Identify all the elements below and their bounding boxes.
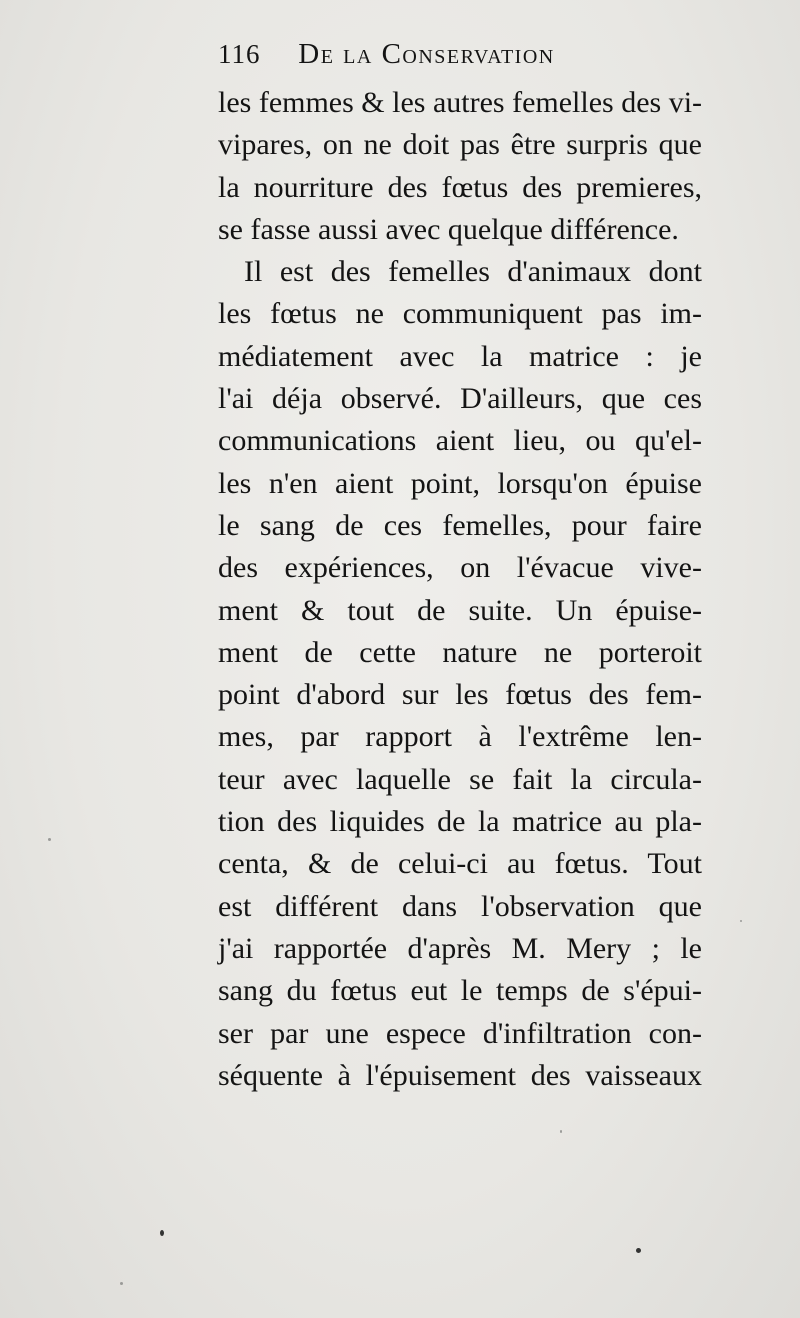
- text-line: ment & tout de suite. Un épuise-: [218, 593, 702, 627]
- text-line: les fœtus ne communiquent pas im-: [218, 297, 702, 331]
- paper-speck: [636, 1248, 641, 1253]
- text-line: séquente à l'épuisement des vaisseaux: [218, 1058, 702, 1092]
- text-line: l'ai déja observé. D'ailleurs, que ces: [218, 382, 702, 416]
- text-line: mes, par rapport à l'extrême len-: [218, 720, 702, 754]
- text-line: sang du fœtus eut le temps de s'épui-: [218, 974, 702, 1008]
- page-number: 116: [218, 39, 261, 69]
- text-line: des expériences, on l'évacue vive-: [218, 551, 702, 585]
- paper-speck: [120, 1282, 123, 1285]
- text-line: tion des liquides de la matrice au pla-: [218, 805, 702, 839]
- text-line: se fasse aussi avec quelque différence.: [218, 212, 679, 246]
- text-line: médiatement avec la matrice : je: [218, 339, 702, 373]
- text-line: centa, & de celui-ci au fœtus. Tout: [218, 847, 702, 881]
- paper-speck: [160, 1230, 164, 1236]
- body-text: [218, 82, 702, 1097]
- text-line: vipares, on ne doit pas être surpris que: [218, 128, 702, 162]
- paper-speck: [560, 1130, 562, 1133]
- running-title: De la Conservation: [298, 38, 555, 70]
- paper-speck: [740, 920, 742, 922]
- text-line: les n'en aient point, lorsqu'on épuise: [218, 466, 702, 500]
- text-line: ment de cette nature ne porteroit: [218, 635, 702, 669]
- text-line: communications aient lieu, ou qu'el-: [218, 424, 702, 458]
- paper-speck: [48, 838, 51, 841]
- text-line: le sang de ces femelles, pour faire: [218, 508, 702, 542]
- page-header: [218, 38, 698, 78]
- text-line: teur avec laquelle se fait la circula-: [218, 762, 702, 796]
- text-line: les femmes & les autres femelles des vi-: [218, 86, 703, 119]
- text-line: la nourriture des fœtus des premieres,: [218, 170, 702, 204]
- text-line: est différent dans l'observation que: [218, 889, 702, 923]
- text-line: point d'abord sur les fœtus des fem-: [218, 678, 702, 712]
- text-line: ser par une espece d'infiltration con-: [218, 1016, 702, 1050]
- text-line: Il est des femelles d'animaux dont: [244, 255, 702, 289]
- text-line: j'ai rapportée d'après M. Mery ; le: [218, 931, 702, 965]
